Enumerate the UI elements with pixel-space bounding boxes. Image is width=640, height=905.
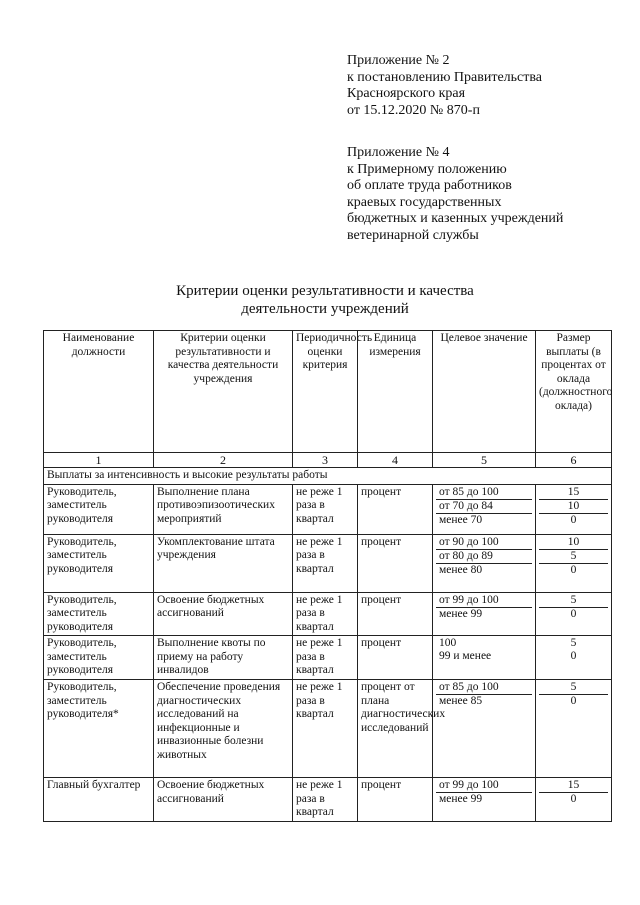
unit-cell: процент — [358, 534, 433, 592]
payment-value: 5 — [539, 549, 608, 563]
payment-value: 0 — [570, 650, 577, 662]
unit-cell: процент от плана диагностических исследований — [358, 680, 433, 778]
table-row — [44, 778, 612, 822]
column-header-unit: Единица измерения — [358, 331, 433, 453]
target-value: от 90 до 100 — [436, 536, 532, 550]
column-number: 4 — [358, 453, 433, 468]
table-row — [44, 534, 612, 592]
payment-value: 5 — [539, 594, 608, 608]
header-line: ветеринарной службы — [347, 227, 479, 243]
position-cell: Руководитель, заместитель руководителя — [44, 534, 154, 592]
position-cell: Руководитель, заместитель руководителя — [44, 592, 154, 636]
table-row — [44, 592, 612, 636]
position-cell: Руководитель, заместитель руководителя — [44, 484, 154, 534]
table-header-row — [44, 331, 612, 453]
payment-value: 15 — [539, 779, 608, 793]
target-cell — [433, 592, 536, 636]
payment-value: 0 — [570, 563, 577, 576]
position-cell: Главный бухгалтер — [44, 778, 154, 822]
criterion-cell: Освоение бюджетных ассигнований — [154, 778, 293, 822]
payment-cell — [536, 778, 612, 822]
table-row — [44, 680, 612, 778]
periodicity-cell: не реже 1 раза в квартал — [293, 592, 358, 636]
target-value: менее 85 — [439, 695, 483, 707]
target-value: от 85 до 100 — [436, 486, 532, 500]
position-cell: Руководитель, заместитель руководителя — [44, 636, 154, 680]
target-value: 99 и менее — [439, 650, 492, 662]
column-number-row — [44, 453, 612, 468]
payment-value: 10 — [539, 499, 608, 513]
target-value: от 80 до 89 — [436, 549, 532, 563]
target-value: менее 80 — [439, 563, 483, 576]
periodicity-cell: не реже 1 раза в квартал — [293, 534, 358, 592]
criteria-table — [43, 330, 612, 822]
header-line: Красноярского края — [347, 86, 466, 101]
column-number: 6 — [536, 453, 612, 468]
position-cell: Руководитель, заместитель руководителя* — [44, 680, 154, 778]
column-header-target: Целевое значение — [433, 331, 536, 453]
target-cell — [433, 680, 536, 778]
target-value: 100 — [439, 637, 457, 649]
section-row — [44, 468, 612, 485]
target-cell — [433, 534, 536, 592]
periodicity-cell: не реже 1 раза в квартал — [293, 484, 358, 534]
unit-cell: процент — [358, 592, 433, 636]
payment-value: 0 — [570, 607, 577, 620]
payment-cell — [536, 636, 612, 680]
header-line: к постановлению Правительства — [347, 69, 543, 85]
target-cell — [433, 636, 536, 680]
column-number: 1 — [44, 453, 154, 468]
payment-value: 5 — [570, 637, 577, 649]
target-value: от 70 до 84 — [436, 499, 532, 513]
target-value: менее 70 — [439, 513, 483, 526]
appendix-4-header — [347, 145, 563, 244]
payment-value: 0 — [570, 793, 577, 805]
header-line: бюджетных и казенных учреждений — [347, 211, 564, 226]
criterion-cell: Укомплектование штата учреждения — [154, 534, 293, 592]
target-value: от 99 до 100 — [436, 779, 532, 793]
payment-value: 5 — [539, 681, 608, 695]
column-header-criterion: Критерии оценки результативности и качества деятельности учреждения — [154, 331, 293, 453]
column-header-periodicity: Периодичность оценки критерия — [293, 331, 358, 453]
appendix-2-header — [347, 53, 542, 119]
criterion-cell: Выполнение квоты по приему на работу инвалидов — [154, 636, 293, 680]
header-line: об оплате труда работников — [347, 178, 512, 193]
periodicity-cell: не реже 1 раза в квартал — [293, 680, 358, 778]
title-line-1: Критерии оценки результативности и качества — [176, 283, 474, 299]
payment-value: 0 — [570, 513, 577, 526]
target-value: от 99 до 100 — [436, 594, 532, 608]
target-value: от 85 до 100 — [436, 681, 532, 695]
section-title: Выплаты за интенсивность и высокие результаты работы — [44, 468, 612, 485]
column-number: 3 — [293, 453, 358, 468]
criterion-cell: Обеспечение проведения диагностических исследований на инфекционные и инвазионные болезни животных — [154, 680, 293, 778]
target-cell — [433, 484, 536, 534]
column-header-payment: Размер выплаты (в процентах от оклада (должностного оклада) — [536, 331, 612, 453]
unit-cell: процент — [358, 484, 433, 534]
payment-value: 10 — [539, 536, 608, 550]
criterion-cell: Освоение бюджетных ассигнований — [154, 592, 293, 636]
target-value: менее 99 — [439, 607, 483, 620]
table-row — [44, 636, 612, 680]
title-line-2: деятельности учреждений — [241, 301, 409, 317]
target-cell — [433, 778, 536, 822]
periodicity-cell: не реже 1 раза в квартал — [293, 636, 358, 680]
payment-cell — [536, 534, 612, 592]
periodicity-cell: не реже 1 раза в квартал — [293, 778, 358, 822]
header-line: Приложение № 4 — [347, 145, 450, 160]
payment-value: 15 — [539, 486, 608, 500]
header-line: от 15.12.2020 № 870-п — [347, 102, 480, 118]
document-title — [0, 282, 640, 318]
payment-value: 0 — [570, 695, 577, 707]
unit-cell: процент — [358, 778, 433, 822]
column-header-position: Наименование должности — [44, 331, 154, 453]
target-value: менее 99 — [439, 793, 483, 805]
payment-cell — [536, 484, 612, 534]
column-number: 2 — [154, 453, 293, 468]
header-line: к Примерному положению — [347, 161, 507, 177]
table-row — [44, 484, 612, 534]
header-line: краевых государственных — [347, 194, 502, 210]
header-line: Приложение № 2 — [347, 53, 450, 68]
criterion-cell: Выполнение плана противоэпизоотических мероприятий — [154, 484, 293, 534]
payment-cell — [536, 592, 612, 636]
payment-cell — [536, 680, 612, 778]
column-number: 5 — [433, 453, 536, 468]
unit-cell: процент — [358, 636, 433, 680]
